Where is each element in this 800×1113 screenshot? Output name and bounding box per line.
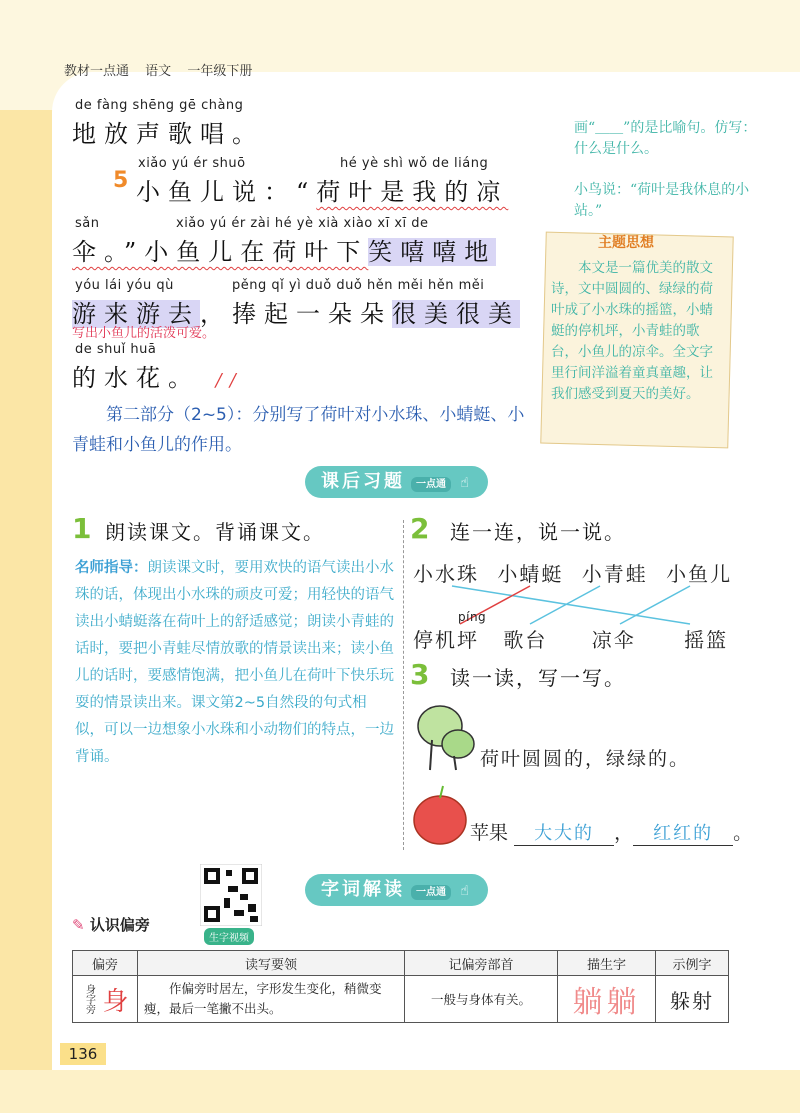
exercise-1-number: 1 <box>72 512 92 545</box>
annotation-lively: 写出小鱼儿的活泼可爱。 <box>72 326 216 341</box>
theme-text: 本文是一篇优美的散文诗，文中圆圆的、绿绿的荷叶成了小水珠的摇篮，小蜻蜓的停机坪，小青蛙的歌台，小鱼儿的凉伞。全文字里行间洋溢着童真童趣，让我们感受到夏天的美好。 <box>551 260 713 402</box>
sentence-lotus: 荷叶圆圆的，绿绿的。 <box>480 748 691 770</box>
table-row <box>73 976 729 1023</box>
col-examples: 示例字 <box>656 951 729 976</box>
match-bottom-4: 摇篮 <box>684 628 729 652</box>
exercise-badge-title: 课后习题 <box>321 471 405 492</box>
pinyin-line-2b: hé yè shì wǒ de liáng <box>340 156 489 171</box>
teacher-guide <box>75 555 395 771</box>
example-characters: 躲射 <box>656 976 729 1023</box>
page-number: 136 <box>60 1043 106 1065</box>
exercise-2-title: 连一连，说一说。 <box>450 520 626 544</box>
radical-tips: 作偏旁时居左，字形发生变化，稍微变瘦，最后一笔撇不出头。 <box>138 976 405 1023</box>
match-lines <box>400 580 740 630</box>
sentence-apple <box>470 818 752 846</box>
radicals-title: 认识偏旁 <box>89 916 150 934</box>
apple-period: 。 <box>733 822 753 844</box>
radical-memory: 一般与身体有关。 <box>405 976 558 1023</box>
col-trace: 描生字 <box>558 951 656 976</box>
col-memory: 记偏旁部首 <box>405 951 558 976</box>
radical-name <box>73 976 138 1023</box>
guide-text: 朗读课文时，要用欢快的语气读出小水珠的话，体现出小水珠的顽皮可爱；用轻快的语气读出小蜻蜓落在荷叶上的舒适感觉；朗读小青蛙的话时，要把小青蛙尽情放歌的情景读出来；读小鱼儿的话时，要感情饱满，把小鱼儿在荷叶下快乐玩耍的情景读出来。课文第2~5自然段的句式相似，可以一边想象小水珠和小动物们的特点，一边背诵。 <box>75 560 394 765</box>
text-line-2a: 小鱼儿说：“ <box>136 178 317 206</box>
apple-prefix: 苹果 <box>470 822 509 844</box>
bottom-band <box>0 1070 800 1113</box>
exercise-3-title: 读一读，写一写。 <box>450 666 626 690</box>
match-top-1: 小水珠 <box>413 562 479 586</box>
pinyin-line-3a: sǎn <box>75 216 100 231</box>
radicals-heading <box>72 914 150 935</box>
theme-title: 主题思想 <box>598 235 654 251</box>
pinyin-line-3b: xiǎo yú ér zài hé yè xià xiào xī xī de <box>176 216 429 231</box>
match-bottom-2: 歌台 <box>503 628 548 652</box>
text-line-2 <box>136 172 508 207</box>
table-header-row <box>73 951 729 976</box>
hand-pointer-icon: ☝ <box>460 883 472 899</box>
radical-name-text: 身字旁 <box>83 984 95 1014</box>
ping-pinyin: píng <box>458 610 487 624</box>
qr-label: 生字视频 <box>204 928 254 945</box>
subject-name: 语文 <box>145 64 172 79</box>
exercise-1-title: 朗读课文。背诵课文。 <box>105 520 325 544</box>
pinyin-line-5: de shuǐ huā <box>75 342 157 357</box>
words-badge <box>305 874 488 906</box>
page-header <box>64 60 264 79</box>
text-line-4b: ，捧起一朵朵 <box>200 300 392 328</box>
text-line-3a: 伞。”小鱼儿在荷叶下 <box>72 238 369 266</box>
text-line-5 <box>72 358 244 393</box>
exercise-3-number: 3 <box>410 658 430 691</box>
paragraph-number: 5 <box>113 168 129 193</box>
radicals-table <box>72 950 729 1023</box>
pinyin-line-4b: pěng qǐ yì duǒ duǒ hěn měi hěn měi <box>232 278 485 293</box>
apple-comma: ， <box>614 822 634 844</box>
trace-characters[interactable]: 躺躺 <box>558 976 656 1023</box>
pinyin-line-2a: xiǎo yú ér shuō <box>138 156 246 171</box>
words-badge-title: 字词解读 <box>321 879 405 900</box>
col-tips: 读写要领 <box>138 951 405 976</box>
match-bottom-row <box>413 624 728 653</box>
side-note-example: 小鸟说：“荷叶是我休息的小站。” <box>574 182 750 219</box>
text-line-4a: 游来游去 <box>72 300 200 328</box>
text-line-5-text: 的水花。 <box>72 364 200 392</box>
blank-answer-1[interactable]: 大大的 <box>514 819 614 846</box>
part-summary: 第二部分（2~5）：分别写了荷叶对小水珠、小蜻蜓、小青蛙和小鱼儿的作用。 <box>72 405 525 455</box>
lotus-leaf-image <box>410 700 476 772</box>
exercise-badge <box>305 466 488 498</box>
match-top-3: 小青蛙 <box>581 562 648 586</box>
match-top-2: 小蜻蜓 <box>497 562 564 586</box>
page-edge-shadow <box>0 110 60 1113</box>
radical-glyph: 身 <box>102 986 129 1017</box>
exercise-badge-tag: 一点通 <box>411 477 451 492</box>
col-radical: 偏旁 <box>73 951 138 976</box>
words-badge-tag: 一点通 <box>411 885 451 900</box>
hand-pointer-icon: ☝ <box>460 475 472 491</box>
section-break-mark: // <box>215 370 244 391</box>
apple-image <box>410 782 470 848</box>
pinyin-line-1: de fàng shēng gē chàng <box>75 98 244 113</box>
side-note-metaphor: 画“＿＿”的是比喻句。仿写：什么是什么。 <box>574 120 757 157</box>
match-bottom-3: 凉伞 <box>591 628 636 652</box>
match-top-4: 小鱼儿 <box>666 562 733 586</box>
text-line-3b: 笑嘻嘻地 <box>368 238 497 266</box>
match-line-3 <box>530 586 600 624</box>
text-line-4c: 很美很美 <box>392 300 520 328</box>
qr-code-icon[interactable] <box>200 864 262 926</box>
book-name: 教材一点通 <box>64 64 130 79</box>
exercise-2-number: 2 <box>410 512 430 545</box>
blank-answer-2[interactable]: 红红的 <box>633 819 733 846</box>
pinyin-line-4a: yóu lái yóu qù <box>75 278 174 293</box>
column-divider <box>403 520 404 850</box>
guide-label: 名师指导： <box>75 560 148 576</box>
match-bottom-1: 停机坪 <box>413 628 479 652</box>
pencil-icon: ✎ <box>72 916 85 934</box>
grade-name: 一年级下册 <box>187 64 253 79</box>
text-line-1: 地放声歌唱。 <box>72 120 264 148</box>
text-line-3 <box>72 232 496 267</box>
text-line-2b: 荷叶是我的凉 <box>316 178 509 206</box>
